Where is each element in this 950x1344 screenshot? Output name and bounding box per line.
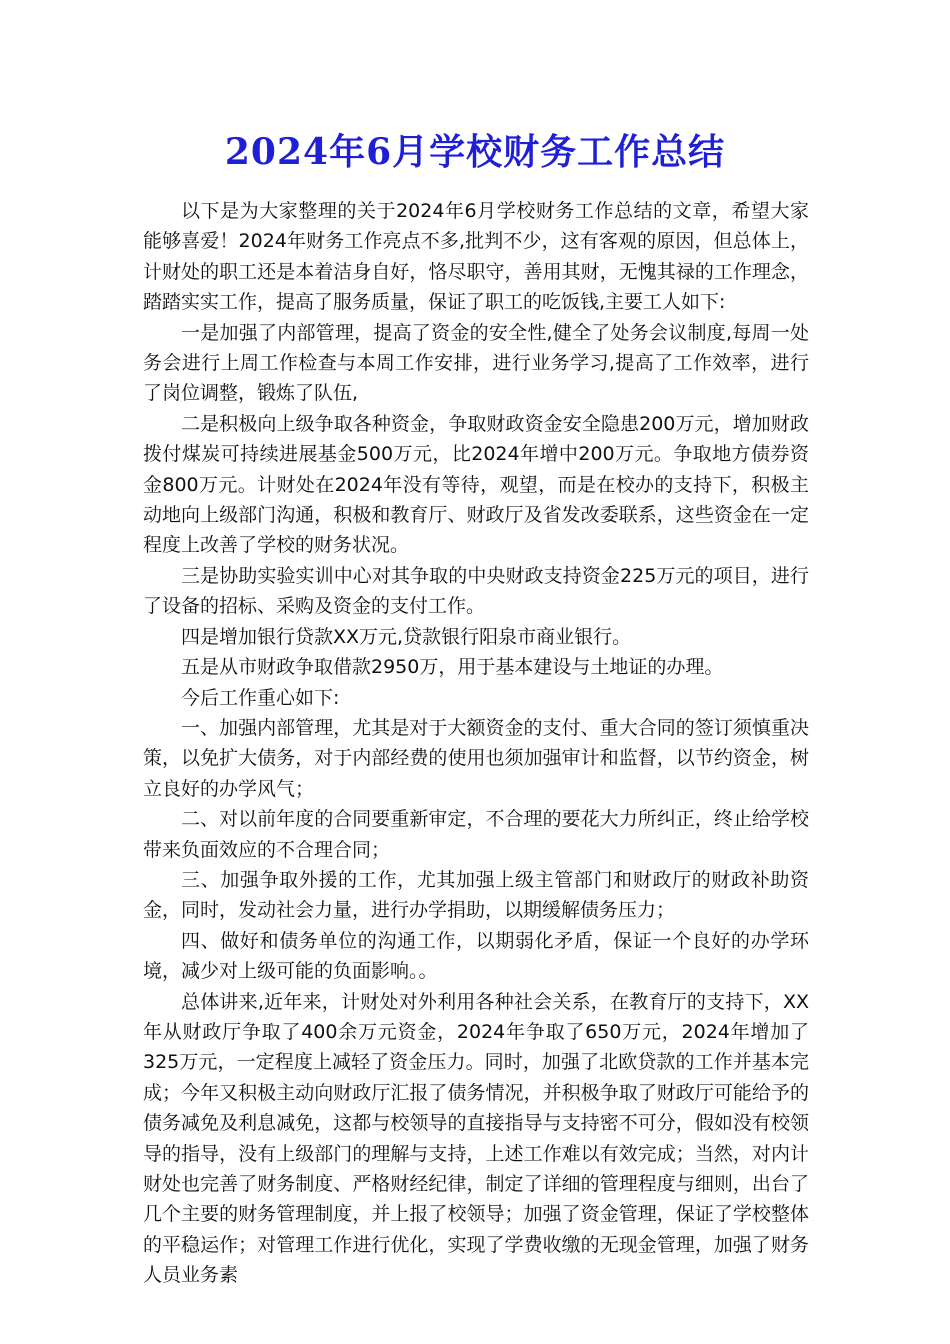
document-body xyxy=(143,196,809,1291)
paragraph-future-1: 一、加强内部管理，尤其是对于大额资金的支付、重大合同的签订须慎重决策，以免扩大债务，对于内部经费的使用也须加强审计和监督，以节约资金，树立良好的办学风气； xyxy=(143,716,809,800)
paragraph-item-1: 一是加强了内部管理，提高了资金的安全性,健全了处务会议制度,每周一处务会进行上周工作检查与本周工作安排，进行业务学习,提高了工作效率，进行了岗位调整，锻炼了队伍, xyxy=(143,321,809,405)
paragraph-future-2: 二、对以前年度的合同要重新审定，不合理的要花大力所纠正，终止给学校带来负面效应的不合理合同； xyxy=(143,808,809,861)
paragraph-item-4: 四是增加银行贷款XX万元,贷款银行阳泉市商业银行。 xyxy=(181,625,632,648)
paragraph-future-heading: 今后工作重心如下: xyxy=(181,686,340,709)
paragraph-item-2: 二是积极向上级争取各种资金，争取财政资金安全隐患200万元，增加财政拨付煤炭可持续进展基金500万元，比2024年增中200万元。争取地方债券资金800万元。计财处在2024年没有等待，观望，而是在校办的支持下，积极主动地向上级部门沟通，积极和教育厅、财政厅及省发改委联系，这些资金在一定程度上改善了学校的财务状况。 xyxy=(143,412,809,557)
paragraph-future-3: 三、加强争取外援的工作，尤其加强上级主管部门和财政厅的财政补助资金，同时，发动社会力量，进行办学捐助，以期缓解债务压力； xyxy=(143,868,809,922)
paragraph-future-4: 四、做好和债务单位的沟通工作，以期弱化矛盾，保证一个良好的办学环境，减少对上级可能的负面影响。。 xyxy=(143,929,809,983)
document-title: 2024年6月学校财务工作总结 xyxy=(224,131,726,173)
paragraph-item-3: 三是协助实验实训中心对其争取的中央财政支持资金225万元的项目，进行了设备的招标、采购及资金的支付工作。 xyxy=(143,564,809,618)
paragraph-item-5: 五是从市财政争取借款2950万，用于基本建设与土地证的办理。 xyxy=(181,656,724,679)
paragraph-summary: 总体讲来,近年来，计财处对外利用各种社会关系，在教育厅的支持下，XX年从财政厅争取了400余万元资金，2024年争取了650万元，2024年增加了325万元，一定程度上减轻了资金压力。同时，加强了北欧贷款的工作并基本完成；今年又积极主动向财政厅汇报了债务情况，并积极争取了财政厅可能给予的债务减免及利息减免，这都与校领导的直接指导与支持密不可分，假如没有校领导的指导，没有上级部门的理解与支持，上述工作难以有效完成；当然，对内计财处也完善了财务制度、严格财经纪律，制定了详细的管理程度与细则，出台了几个主要的财务管理制度，并上报了校领导；加强了资金管理，保证了学校整体的平稳运作；对管理工作进行优化，实现了学费收缴的无现金管理，加强了财务人员业务素 xyxy=(143,990,809,1287)
paragraph-intro: 以下是为大家整理的关于2024年6月学校财务工作总结的文章，希望大家能够喜爱！2024年财务工作亮点不多,批判不少，这有客观的原因，但总体上，计财处的职工还是本着洁身自好，恪尽职守，善用其财，无愧其禄的工作理念，踏踏实实工作，提高了服务质量，保证了职工的吃饭钱,主要工人如下: xyxy=(143,200,809,314)
